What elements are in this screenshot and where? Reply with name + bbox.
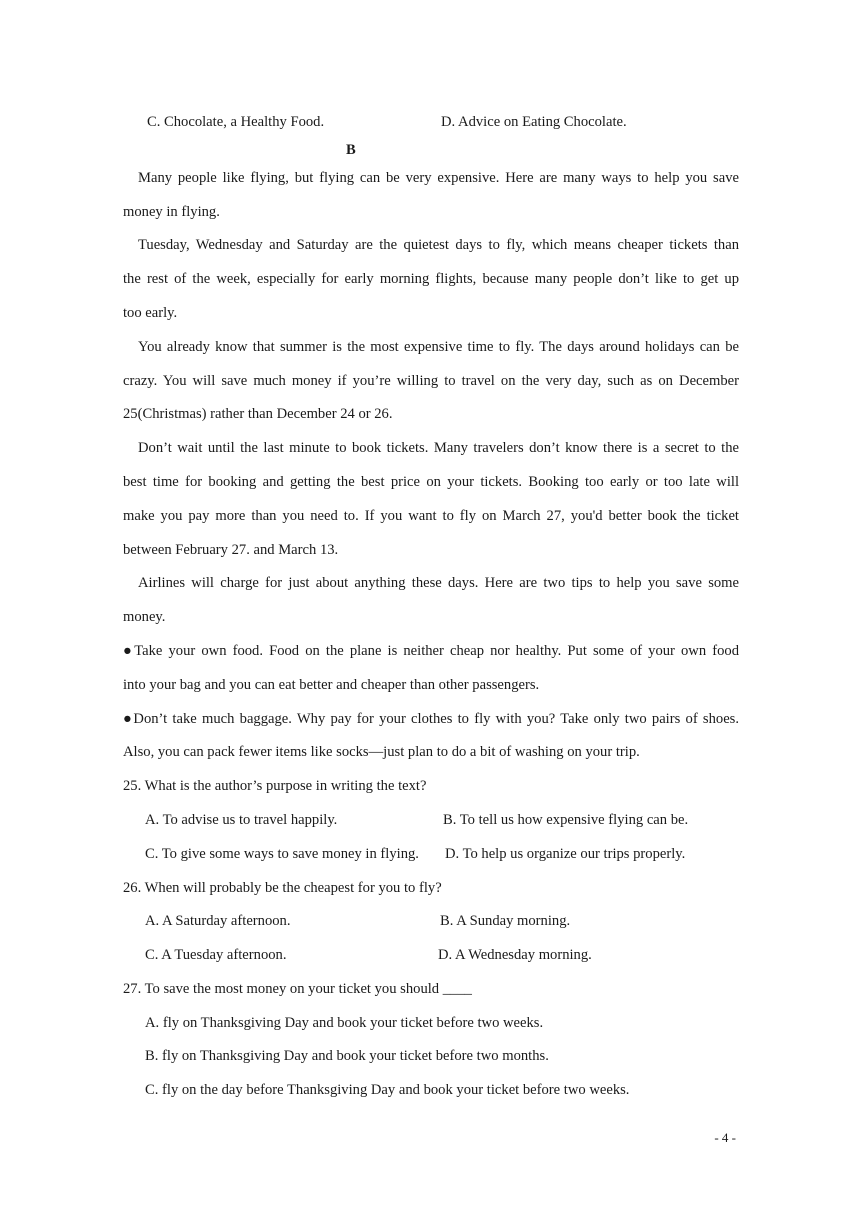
passage-line: best time for booking and getting the best price on your tickets. Booking too early or too late will <box>123 474 739 490</box>
question-option: D. A Wednesday morning. <box>438 947 592 963</box>
question-option: B. A Sunday morning. <box>440 913 571 929</box>
question-option: A. To advise us to travel happily. <box>145 812 338 828</box>
bullet-line: ●Don’t take much baggage. Why pay for your clothes to fly with you? Take only two pairs of shoes. <box>123 711 739 727</box>
passage-line: the rest of the week, especially for early morning flights, because many people don’t like to get up <box>123 271 739 287</box>
prev-option-d: D. Advice on Eating Chocolate. <box>441 114 627 130</box>
question-option: A. fly on Thanksgiving Day and book your ticket before two weeks. <box>145 1015 544 1031</box>
passage-line: money in flying. <box>123 204 220 220</box>
passage-line: too early. <box>123 305 178 321</box>
passage-line: Airlines will charge for just about anything these days. Here are two tips to help you save some <box>138 575 739 591</box>
question-option: D. To help us organize our trips properly. <box>445 846 686 862</box>
passage-line: make you pay more than you need to. If you want to fly on March 27, you'd better book the ticket <box>123 508 739 524</box>
question-option: C. A Tuesday afternoon. <box>145 947 287 963</box>
passage-line: You already know that summer is the most expensive time to fly. The days around holidays can be <box>138 339 739 355</box>
question-option: A. A Saturday afternoon. <box>145 913 291 929</box>
passage-line: Don’t wait until the last minute to book tickets. Many travelers don’t know there is a secret to the <box>138 440 739 456</box>
passage-line: crazy. You will save much money if you’re willing to travel on the very day, such as on December <box>123 373 739 389</box>
question-stem: 25. What is the author’s purpose in writing the text? <box>123 778 427 794</box>
question-option: C. To give some ways to save money in flying. <box>145 846 419 862</box>
passage-line: money. <box>123 609 166 625</box>
question-option: B. fly on Thanksgiving Day and book your ticket before two months. <box>145 1048 549 1064</box>
passage-line: Tuesday, Wednesday and Saturday are the quietest days to fly, which means cheaper tickets than <box>138 237 739 253</box>
question-option: B. To tell us how expensive flying can be. <box>443 812 689 828</box>
question-stem: 27. To save the most money on your ticket you should ____ <box>123 981 472 997</box>
bullet-line: into your bag and you can eat better and cheaper than other passengers. <box>123 677 540 693</box>
bullet-line: ●Take your own food. Food on the plane is neither cheap nor healthy. Put some of your own food <box>123 643 739 659</box>
question-option: C. fly on the day before Thanksgiving Day and book your ticket before two weeks. <box>145 1082 630 1098</box>
section-label: B <box>346 142 356 158</box>
question-stem: 26. When will probably be the cheapest for you to fly? <box>123 880 442 896</box>
prev-option-c: C. Chocolate, a Healthy Food. <box>147 114 325 130</box>
page-number: - 4 - <box>714 1130 736 1145</box>
passage-line: between February 27. and March 13. <box>123 542 339 558</box>
bullet-line: Also, you can pack fewer items like socks—just plan to do a bit of washing on your trip. <box>123 744 640 760</box>
passage-line: 25(Christmas) rather than December 24 or 26. <box>123 406 393 422</box>
passage-line: Many people like flying, but flying can be very expensive. Here are many ways to help you save <box>138 170 739 186</box>
